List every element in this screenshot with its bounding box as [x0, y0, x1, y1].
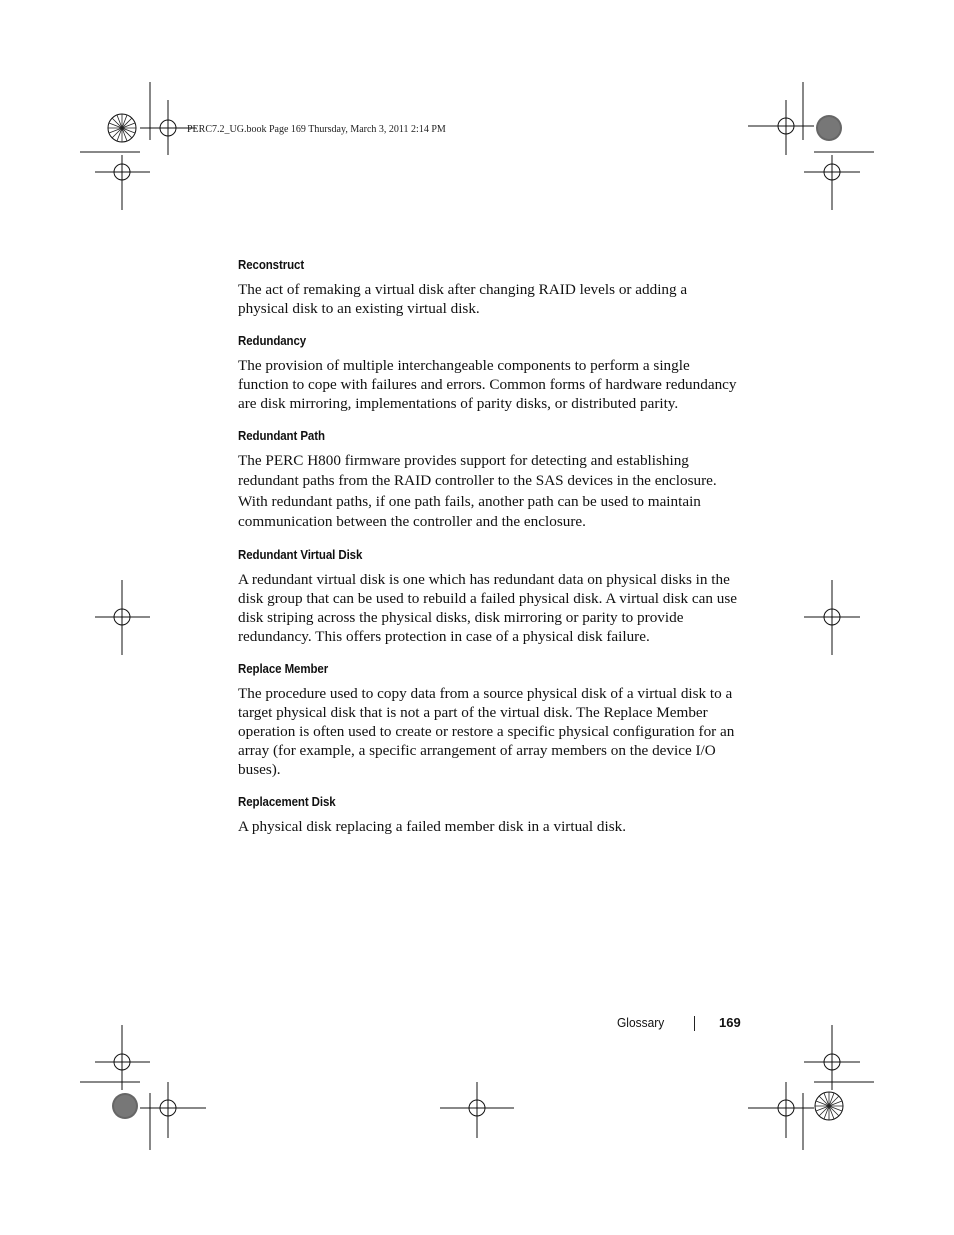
entry-term: Reconstruct	[238, 258, 305, 272]
book-slug-line: PERC7.2_UG.book Page 169 Thursday, March 3, 2011 2:14 PM	[187, 124, 446, 135]
footer-section-label: Glossary	[617, 1015, 665, 1030]
entry-definition: A physical disk replacing a failed member disk in a virtual disk.	[238, 818, 627, 836]
entry-term: Redundant Path	[238, 429, 325, 443]
entry-definition	[238, 684, 738, 779]
entry-term: Redundancy	[238, 334, 307, 348]
page-footer	[0, 1015, 954, 1035]
entry-definition: The PERC H800 firmware provides support for detecting and establishing redundant paths from the RAID controller to the SAS devices in the enclosure. With redundant paths, if one path fails, another path can be used to maintain communication between the controller and the enclosure.	[238, 452, 717, 530]
emphasized-term: Replace Member	[603, 704, 708, 722]
definition-text: operation is often used to create or restore a specific physical configuration for an array (for example, a specific arrangement of array members on the device I/O buses).	[238, 723, 735, 779]
entry-definition: A redundant virtual disk is one which has redundant data on physical disks in the disk group that can be used to rebuild a failed physical disk. A virtual disk can use disk striping across the physical disks, disk mirroring or parity to provide redundancy. This offers protection in case of a physical disk failure.	[238, 571, 737, 646]
definition-text: The procedure used to copy data from a source physical disk of a virtual disk to a target physical disk that is not a part of the virtual disk. The	[238, 685, 733, 722]
page-number: 169	[719, 1015, 741, 1030]
entry-term: Redundant Virtual Disk	[238, 548, 363, 563]
entry-definition: The act of remaking a virtual disk after changing RAID levels or adding a physical disk to an existing virtual disk.	[238, 281, 688, 317]
entry-definition: The provision of multiple interchangeable components to perform a single function to cope with failures and errors. Common forms of hardware redundancy are disk mirroring, implementations of parity disks, or distributed parity.	[238, 357, 737, 412]
entry-term: Replacement Disk	[238, 795, 336, 810]
entry-term: Replace Member	[238, 662, 329, 677]
footer-divider	[694, 1016, 695, 1031]
glossary-entries	[238, 258, 738, 852]
